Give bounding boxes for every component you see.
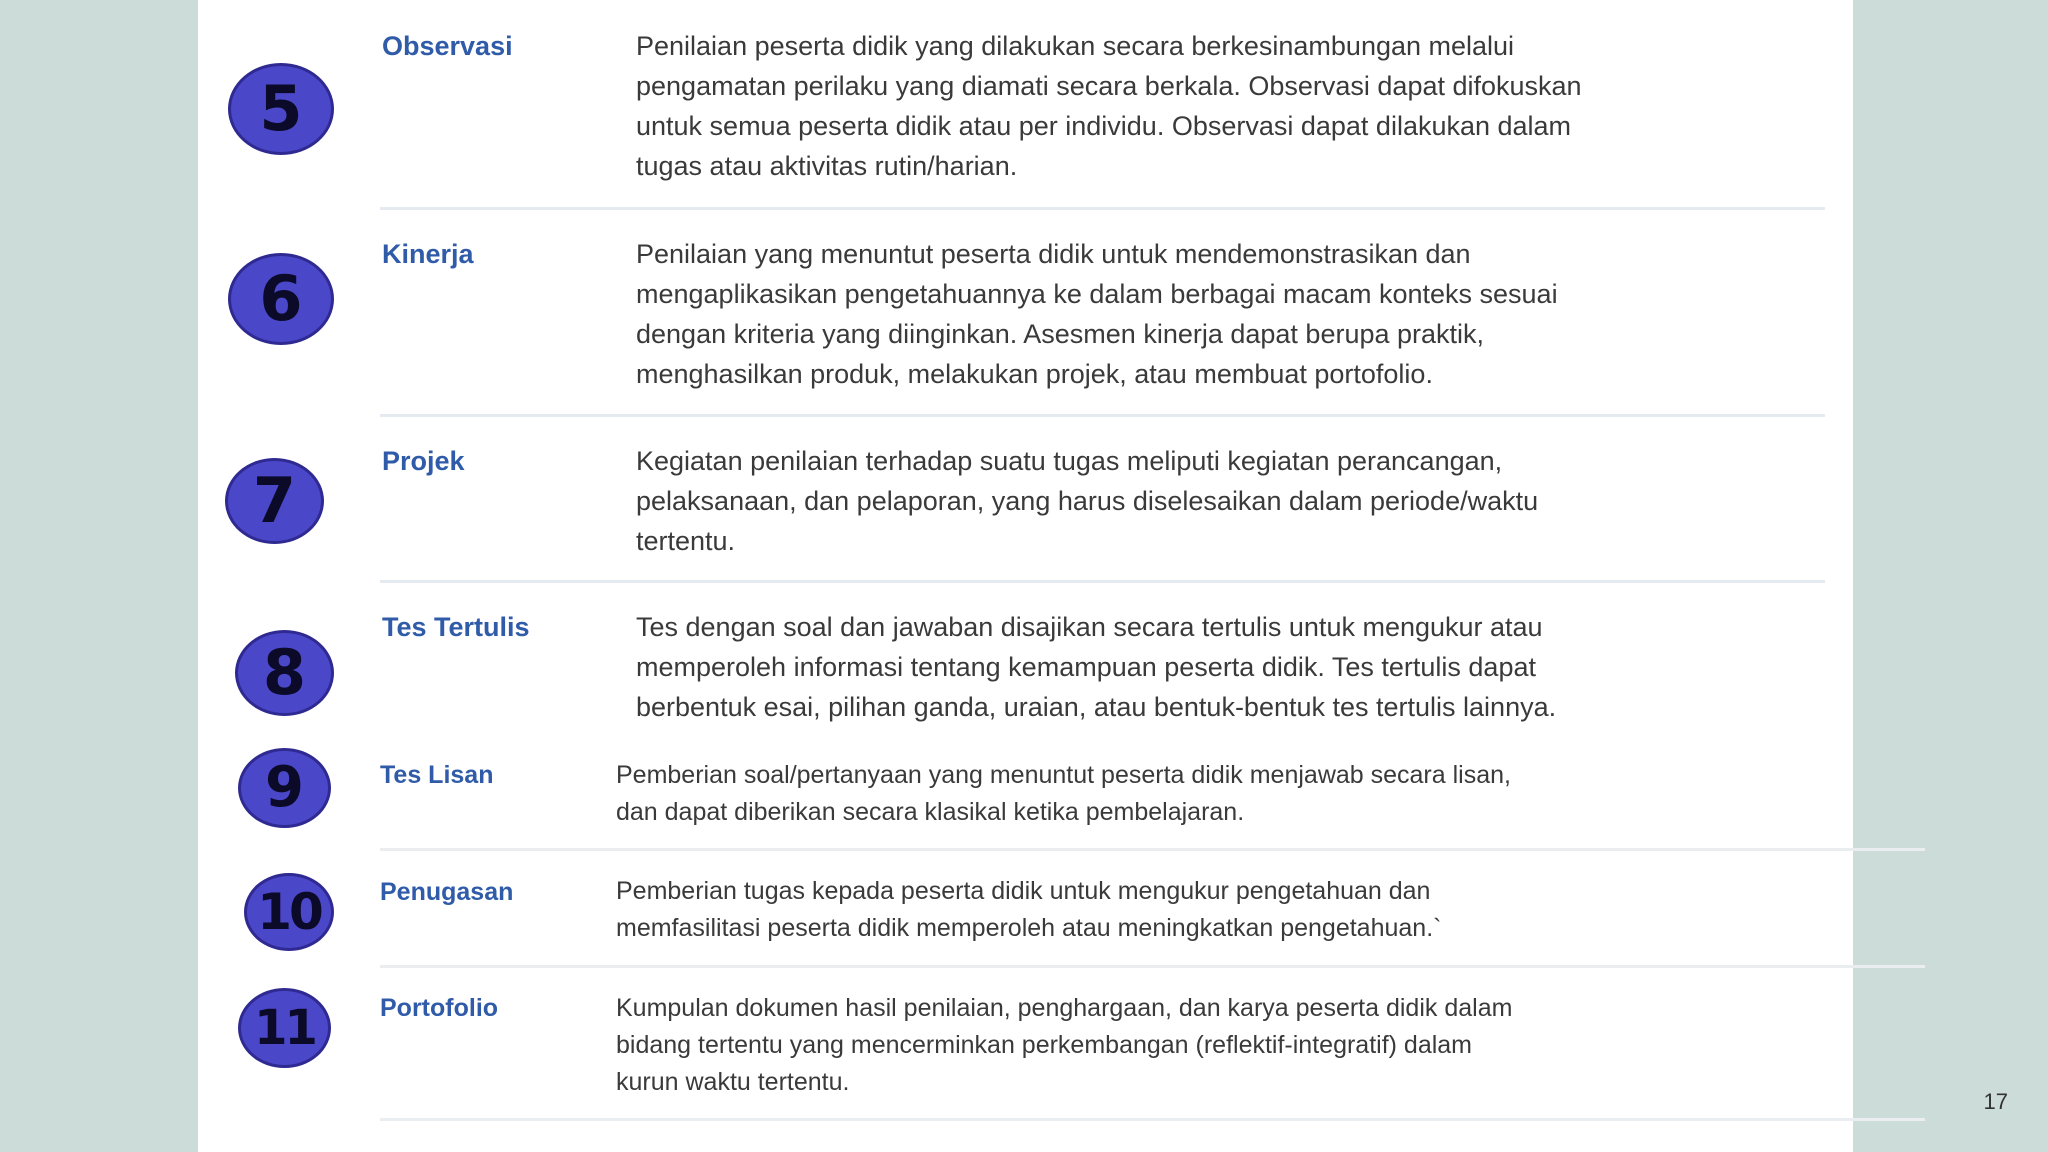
term-description: Tes dengan soal dan jawaban disajikan secara tertulis untuk mengukur atau memperoleh informasi tentang kemampuan peserta didik. Tes tertulis dapat berbentuk esai, pilihan ganda, uraian, atau bentuk-bentuk tes tertulis lainnya. [636, 612, 1557, 722]
row-divider [380, 848, 1925, 851]
row-divider [380, 207, 1825, 210]
page-number: 17 [1983, 1089, 2008, 1114]
term-description: Pemberian soal/pertanyaan yang menuntut peserta didik menjawab secara lisan, dan dapat diberikan secara klasikal ketika pembelajaran. [616, 761, 1511, 826]
term-label: Tes Lisan [380, 761, 494, 789]
term-description: Kumpulan dokumen hasil penilaian, penghargaan, dan karya peserta didik dalam bidang tertentu yang mencerminkan perkembangan (reflektif-integratif) dalam kurun waktu tertentu. [616, 994, 1513, 1096]
term-label: Penugasan [380, 878, 514, 906]
term-description: Kegiatan penilaian terhadap suatu tugas meliputi kegiatan perancangan, pelaksanaan, dan pelaporan, yang harus diselesaikan dalam periode/waktu tertentu. [636, 446, 1539, 556]
term-description: Pemberian tugas kepada peserta didik untuk mengukur pengetahuan dan memfasilitasi peserta didik memperoleh atau meningkatkan pengetahuan.` [616, 877, 1442, 942]
row-divider [380, 414, 1825, 417]
term-label: Kinerja [382, 239, 474, 269]
term-label: Portofolio [380, 994, 499, 1022]
term-label: Observasi [382, 31, 513, 61]
row-divider [380, 1118, 1925, 1121]
row-divider [380, 965, 1925, 968]
number-badge-11: 11 [238, 988, 331, 1068]
number-badge-8: 8 [235, 630, 334, 716]
number-badge-10: 10 [244, 873, 334, 951]
number-badge-7: 7 [225, 458, 324, 544]
number-badge-5: 5 [228, 63, 334, 155]
row-divider [380, 580, 1825, 583]
number-badge-9: 9 [238, 748, 331, 828]
term-label: Projek [382, 446, 465, 476]
term-label: Tes Tertulis [382, 612, 530, 642]
term-description: Penilaian yang menuntut peserta didik untuk mendemonstrasikan dan mengaplikasikan pengetahuannya ke dalam berbagai macam konteks sesuai dengan kriteria yang diinginkan. Asesmen kinerja dapat berupa praktik, menghasilkan produk, melakukan projek, atau membuat portofolio. [636, 239, 1558, 389]
slide-panel [198, 0, 1853, 1152]
number-badge-6: 6 [228, 253, 334, 345]
term-description: Penilaian peserta didik yang dilakukan secara berkesinambungan melalui pengamatan perilaku yang diamati secara berkala. Observasi dapat difokuskan untuk semua peserta didik atau per individu. Observasi dapat dilakukan dalam tugas atau aktivitas rutin/harian. [636, 31, 1582, 181]
